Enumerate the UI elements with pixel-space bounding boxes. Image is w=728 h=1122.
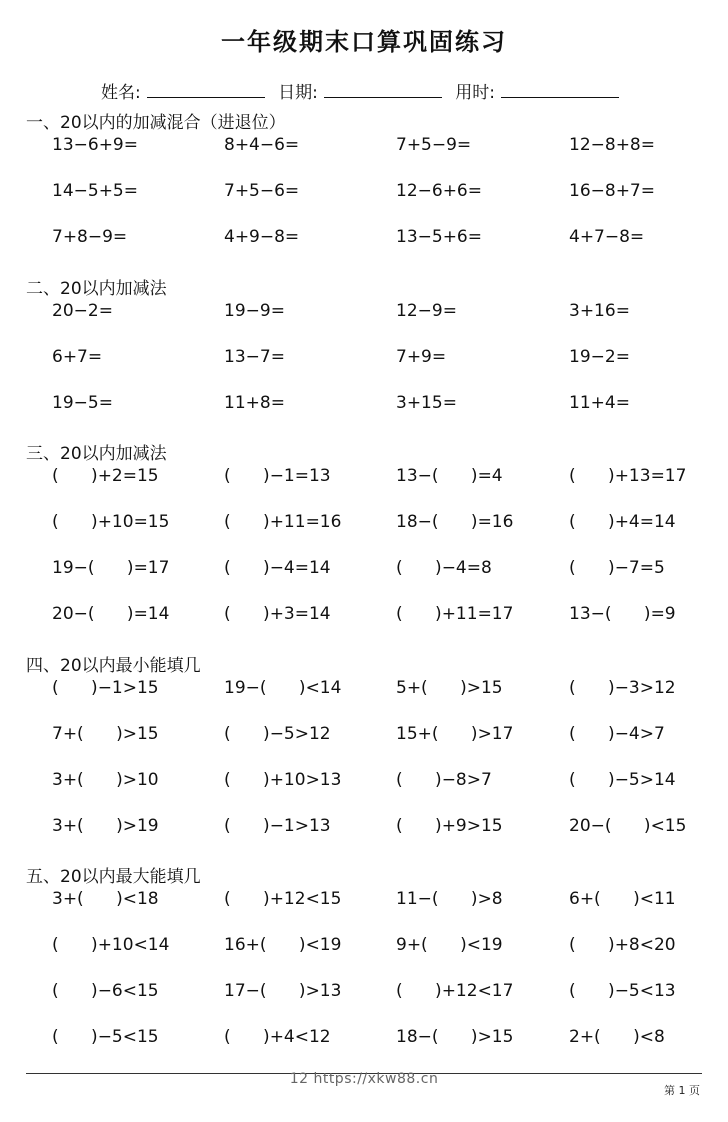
- section-title: 三、20以内加减法: [26, 444, 167, 464]
- exercise-item: ( )−5<13: [569, 981, 676, 1001]
- exercise-item: 15+( )>17: [396, 724, 514, 744]
- exercise-item: 16−8+7=: [569, 181, 655, 201]
- exercise-item: 13−( )=4: [396, 466, 503, 486]
- exercise-item: 20−( )<15: [569, 816, 687, 836]
- exercise-item: ( )+4<12: [224, 1027, 331, 1047]
- exercise-item: ( )+12<15: [224, 889, 342, 909]
- exercise-item: 3+15=: [396, 393, 457, 413]
- exercise-item: ( )+10>13: [224, 770, 342, 790]
- exercise-item: 13−6+9=: [52, 135, 138, 155]
- exercise-item: 8+4−6=: [224, 135, 300, 155]
- exercise-item: 12−6+6=: [396, 181, 482, 201]
- exercise-item: ( )+11=17: [396, 604, 514, 624]
- exercise-item: ( )−3>12: [569, 678, 676, 698]
- exercise-item: 14−5+5=: [52, 181, 138, 201]
- exercise-item: 4+9−8=: [224, 227, 300, 247]
- exercise-item: 11+8=: [224, 393, 285, 413]
- section-title: 五、20以内最大能填几: [26, 867, 201, 887]
- exercise-item: ( )−1=13: [224, 466, 331, 486]
- exercise-row: [0, 888, 728, 914]
- exercise-item: ( )+9>15: [396, 816, 503, 836]
- exercise-item: ( )−7=5: [569, 558, 665, 578]
- exercise-item: 4+7−8=: [569, 227, 645, 247]
- exercise-item: 11−( )>8: [396, 889, 503, 909]
- date-label: 日期:: [278, 83, 318, 103]
- exercise-item: 13−5+6=: [396, 227, 482, 247]
- exercise-item: ( )−4=14: [224, 558, 331, 578]
- exercise-row: [0, 465, 728, 491]
- exercise-item: 9+( )<19: [396, 935, 503, 955]
- exercise-item: ( )+4=14: [569, 512, 676, 532]
- exercise-item: ( )−6<15: [52, 981, 159, 1001]
- section-title: 四、20以内最小能填几: [26, 656, 201, 676]
- exercise-item: ( )+13=17: [569, 466, 687, 486]
- exercise-item: 17−( )>13: [224, 981, 342, 1001]
- exercise-item: ( )+12<17: [396, 981, 514, 1001]
- exercise-row: [0, 134, 728, 160]
- exercise-item: ( )+11=16: [224, 512, 342, 532]
- footer-url: 12 https://xkw88.cn: [289, 1071, 439, 1087]
- exercise-row: [0, 392, 728, 418]
- exercise-item: 19−9=: [224, 301, 285, 321]
- section-title: 二、20以内加减法: [26, 279, 167, 299]
- exercise-item: 18−( )=16: [396, 512, 514, 532]
- exercise-item: 13−( )=9: [569, 604, 676, 624]
- exercise-item: 11+4=: [569, 393, 630, 413]
- date-blank: [324, 83, 442, 98]
- exercise-item: 20−2=: [52, 301, 113, 321]
- exercise-item: ( )−5>12: [224, 724, 331, 744]
- exercise-item: 6+7=: [52, 347, 103, 367]
- exercise-item: 20−( )=14: [52, 604, 170, 624]
- exercise-row: [0, 300, 728, 326]
- exercise-item: 18−( )>15: [396, 1027, 514, 1047]
- exercise-item: 3+( )<18: [52, 889, 159, 909]
- exercise-item: 12−9=: [396, 301, 457, 321]
- exercise-item: ( )+3=14: [224, 604, 331, 624]
- name-label: 姓名:: [100, 83, 141, 103]
- exercise-item: ( )−1>15: [52, 678, 159, 698]
- exercise-item: 3+( )>10: [52, 770, 159, 790]
- exercise-item: 19−( )<14: [224, 678, 342, 698]
- exercise-item: 7+( )>15: [52, 724, 159, 744]
- exercise-item: ( )+2=15: [52, 466, 159, 486]
- exercise-item: 7+5−9=: [396, 135, 472, 155]
- exercise-row: [0, 980, 728, 1006]
- page-title: 一年级期末口算巩固练习: [221, 28, 507, 56]
- exercise-row: [0, 723, 728, 749]
- exercise-item: 19−( )=17: [52, 558, 170, 578]
- section-title: 一、20以内的加减混合（进退位）: [26, 113, 286, 133]
- exercise-item: ( )+10=15: [52, 512, 170, 532]
- exercise-item: ( )−8>7: [396, 770, 492, 790]
- exercise-row: [0, 511, 728, 537]
- exercise-item: 12−8+8=: [569, 135, 655, 155]
- exercise-item: 3+( )>19: [52, 816, 159, 836]
- exercise-row: [0, 815, 728, 841]
- exercise-item: ( )−5>14: [569, 770, 676, 790]
- exercise-item: 3+16=: [569, 301, 630, 321]
- exercise-row: [0, 226, 728, 252]
- exercise-item: 13−7=: [224, 347, 285, 367]
- exercise-item: 7+9=: [396, 347, 447, 367]
- exercise-item: ( )−4=8: [396, 558, 492, 578]
- exercise-item: 5+( )>15: [396, 678, 503, 698]
- exercise-row: [0, 1026, 728, 1052]
- exercise-item: 19−2=: [569, 347, 630, 367]
- exercise-item: ( )−5<15: [52, 1027, 159, 1047]
- exercise-row: [0, 769, 728, 795]
- exercise-item: ( )−4>7: [569, 724, 665, 744]
- exercise-item: 16+( )<19: [224, 935, 342, 955]
- exercise-item: ( )−1>13: [224, 816, 331, 836]
- exercise-item: ( )+10<14: [52, 935, 170, 955]
- exercise-row: [0, 603, 728, 629]
- exercise-row: [0, 346, 728, 372]
- student-info-line: [0, 78, 728, 103]
- exercise-item: 7+8−9=: [52, 227, 128, 247]
- exercise-row: [0, 180, 728, 206]
- page-number: 第 1 页: [664, 1084, 700, 1097]
- exercise-row: [0, 557, 728, 583]
- time-label: 用时:: [455, 83, 495, 103]
- exercise-item: 7+5−6=: [224, 181, 300, 201]
- exercise-item: 6+( )<11: [569, 889, 676, 909]
- exercise-row: [0, 677, 728, 703]
- exercise-row: [0, 934, 728, 960]
- name-blank: [147, 83, 265, 98]
- exercise-item: ( )+8<20: [569, 935, 676, 955]
- time-blank: [501, 83, 619, 98]
- exercise-item: 2+( )<8: [569, 1027, 665, 1047]
- exercise-item: 19−5=: [52, 393, 113, 413]
